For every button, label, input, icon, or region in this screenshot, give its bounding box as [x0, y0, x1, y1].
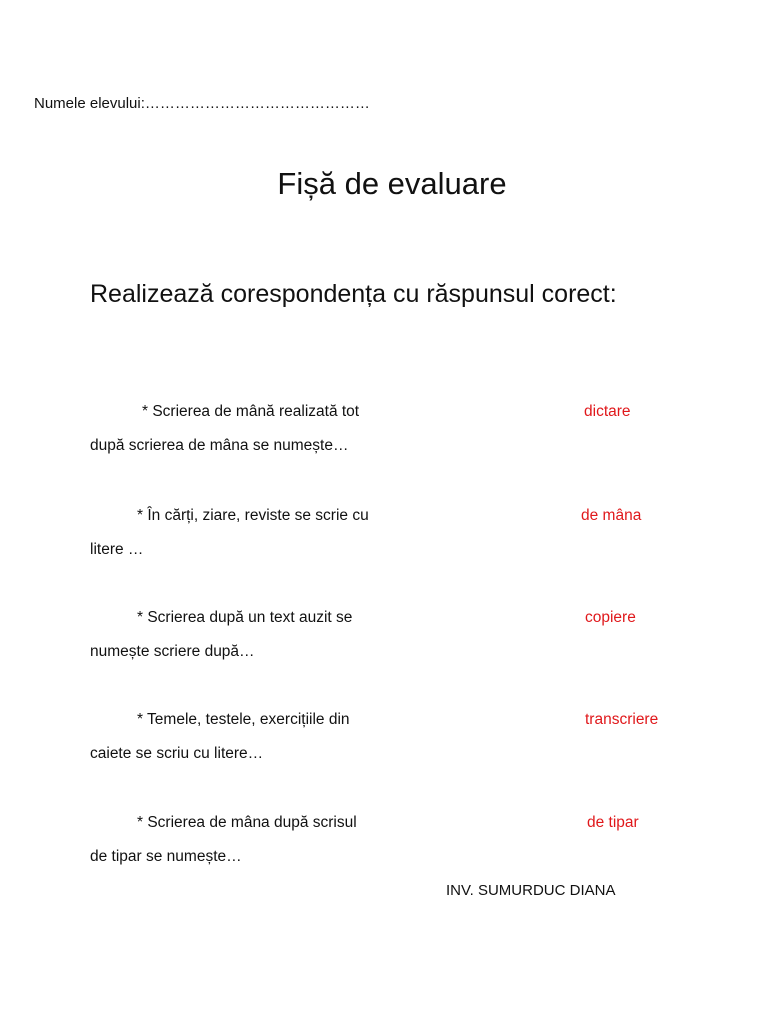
question-item — [90, 703, 390, 771]
question-line: * Scrierea după un text auzit se — [137, 609, 353, 626]
answer-option: dictare — [584, 403, 631, 420]
question-line: * Temele, testele, exercițiile din — [137, 711, 350, 728]
question-item — [90, 395, 390, 463]
question-line: * În cărți, ziare, reviste se scrie cu — [137, 507, 369, 524]
question-item — [90, 806, 390, 874]
question-line: caiete se scriu cu litere… — [90, 745, 264, 762]
answer-option: copiere — [585, 609, 636, 626]
question-line: după scrierea de mâna se numește… — [90, 437, 349, 454]
question-item — [90, 601, 390, 669]
question-line: * Scrierea de mâna după scrisul — [137, 814, 357, 831]
question-line: * Scrierea de mână realizată tot — [142, 403, 360, 420]
answer-option: de mâna — [581, 507, 642, 524]
page-title: Fișă de evaluare — [277, 166, 507, 201]
answer-option: transcriere — [585, 711, 659, 728]
question-line: de tipar se numește… — [90, 848, 242, 865]
answer-option: de tipar — [587, 814, 639, 831]
question-item — [90, 499, 390, 567]
instruction-heading: Realizează corespondența cu răspunsul corect: — [90, 280, 617, 308]
question-line: numește scriere după… — [90, 643, 255, 660]
question-line: litere … — [90, 541, 144, 558]
author-signature: INV. SUMURDUC DIANA — [446, 882, 616, 899]
student-name-line: Numele elevului:……………………………………… — [34, 95, 370, 112]
